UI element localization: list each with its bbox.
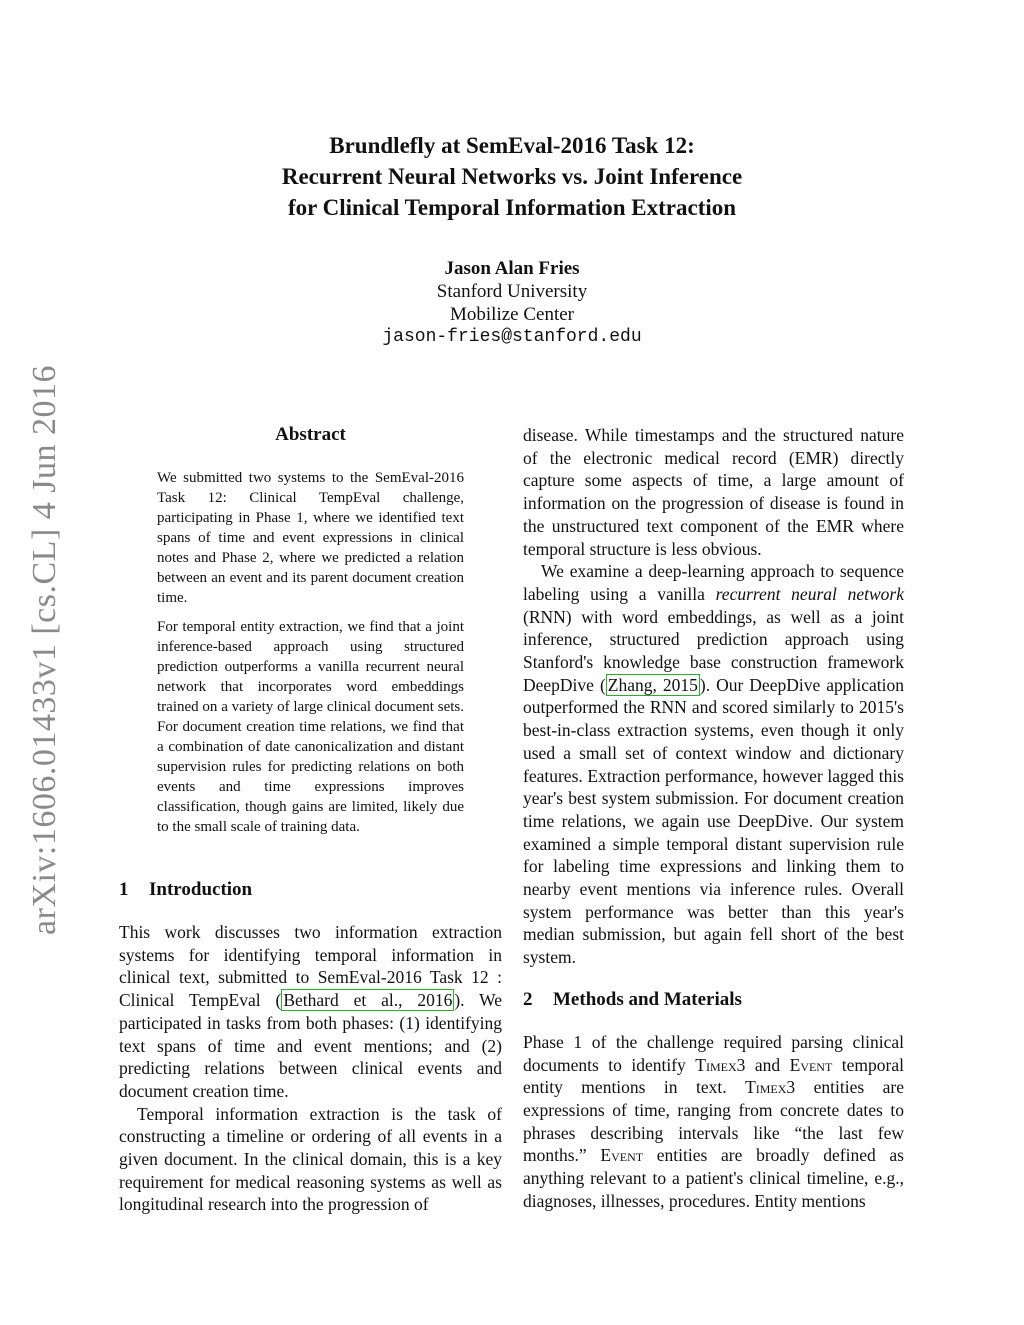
term-event: Event — [789, 1054, 833, 1075]
author-name: Jason Alan Fries — [444, 258, 580, 279]
abstract-heading: Abstract — [275, 424, 346, 445]
section-number: 1 — [119, 879, 129, 900]
text-run: temporal entity mentions in text. — [523, 1054, 904, 1098]
text-run: ). Our DeepDive application outperformed the RNN and scored similarly to 2015's best-in-class extraction systems, even though it only used a small set of context window and dictionary features. Extraction performance, however lagged this year's best system submission. For document creation time relations, we again use DeepDive. Our system examined a simple temporal distant supervision rule for labeling time expressions and linking them to nearby event mentions via inference rules. Overall system performance was better than this year's median submission, but again fell short of the best system. — [523, 674, 904, 968]
text-run: This work discusses two information extraction systems for identifying temporal information in clinical text, submitted to SemEval-2016 Task 12 : Clinical TempEval ( — [119, 922, 502, 1011]
right-column — [523, 424, 904, 1213]
left-column — [119, 424, 502, 1216]
author-affiliation-2: Mobilize Center — [450, 304, 574, 325]
introduction-body — [119, 921, 502, 1216]
intro-paragraph-2: Temporal information extraction is the task of constructing a timeline or ordering of all events in a given document. In the clinical domain, this is a key requirement for medical reasoning systems as well as longitudinal research into the progression of — [119, 1103, 502, 1215]
author-email: jason-fries@stanford.edu — [382, 327, 642, 347]
title-line-1: Brundlefly at SemEval-2016 Task 12: — [329, 133, 695, 158]
author-affiliation-1: Stanford University — [436, 281, 588, 302]
right-column-body — [523, 424, 904, 969]
abstract — [157, 468, 464, 837]
emphasis-text: recurrent neural network — [715, 583, 904, 604]
text-run: (RNN) with word embeddings, as well as a joint inference, structured prediction approach using Stanford's knowledge base construction framework DeepDive ( — [523, 606, 904, 695]
intro-paragraph-4 — [523, 560, 904, 969]
section-title: Introduction — [149, 879, 253, 900]
arxiv-identifier: arXiv:1606.01433v1 [cs.CL] 4 Jun 2016 — [26, 364, 63, 936]
methods-paragraph-1 — [523, 1031, 904, 1213]
section-title: Methods and Materials — [553, 988, 742, 1010]
author-block — [0, 257, 1024, 349]
text-run: entities are broadly defined as anything relevant to a patient's clinical timeline, e.g., diagnoses, illnesses, procedures. Entity mentions — [523, 1145, 904, 1211]
title-line-2: Recurrent Neural Networks vs. Joint Inference — [281, 164, 743, 189]
section-heading-methods — [523, 989, 904, 1011]
citation-link-bethard[interactable]: Bethard et al., 2016 — [283, 990, 453, 1011]
intro-paragraph-1 — [119, 921, 502, 1103]
section-number: 2 — [523, 988, 533, 1010]
term-event: Event — [600, 1145, 644, 1166]
term-timex3: Timex3 — [745, 1077, 796, 1098]
intro-paragraph-3: disease. While timestamps and the structured nature of the electronic medical record (EMR) directly capture some aspects of time, a large amount of information on the progression of disease is found in the unstructured text component of the EMR where temporal structure is less obvious. — [523, 425, 904, 559]
abstract-paragraph-1: We submitted two systems to the SemEval-2016 Task 12: Clinical TempEval challenge, participating in Phase 1, where we identified text spans of time and event expressions in clinical notes and Phase 2, where we predicted a relation between an event and its parent document creation time. — [157, 470, 464, 606]
term-timex3: Timex3 — [695, 1054, 746, 1075]
text-run: ). We participated in tasks from both phases: (1) identifying text spans of time and event mentions; and (2) predicting relations between clinical events and document creation time. — [119, 990, 502, 1101]
text-run: and — [745, 1054, 790, 1075]
title-line-3: for Clinical Temporal Information Extraction — [287, 195, 737, 220]
paper-title — [0, 130, 1024, 223]
citation-link-zhang[interactable]: Zhang, 2015 — [607, 674, 698, 695]
section-heading-introduction — [119, 879, 502, 901]
abstract-paragraph-2: For temporal entity extraction, we find that a joint inference-based approach using structured prediction outperforms a vanilla recurrent neural network that incorporates word embeddings trained on a variety of large clinical document sets. For document creation time relations, we find that a combination of date canonicalization and distant supervision rules for predicting relations on both events and time expressions improves classification, though gains are limited, likely due to the small scale of training data. — [157, 619, 464, 835]
methods-body — [523, 1031, 904, 1213]
text-run: entities are expressions of time, ranging from concrete dates to phrases describing intervals like “the last few months.” — [523, 1077, 905, 1166]
text-run: Phase 1 of the challenge required parsing clinical documents to identify — [523, 1031, 904, 1075]
arxiv-side-stamp — [0, 360, 90, 940]
text-run: We examine a deep-learning approach to sequence labeling using a vanilla — [523, 561, 904, 604]
